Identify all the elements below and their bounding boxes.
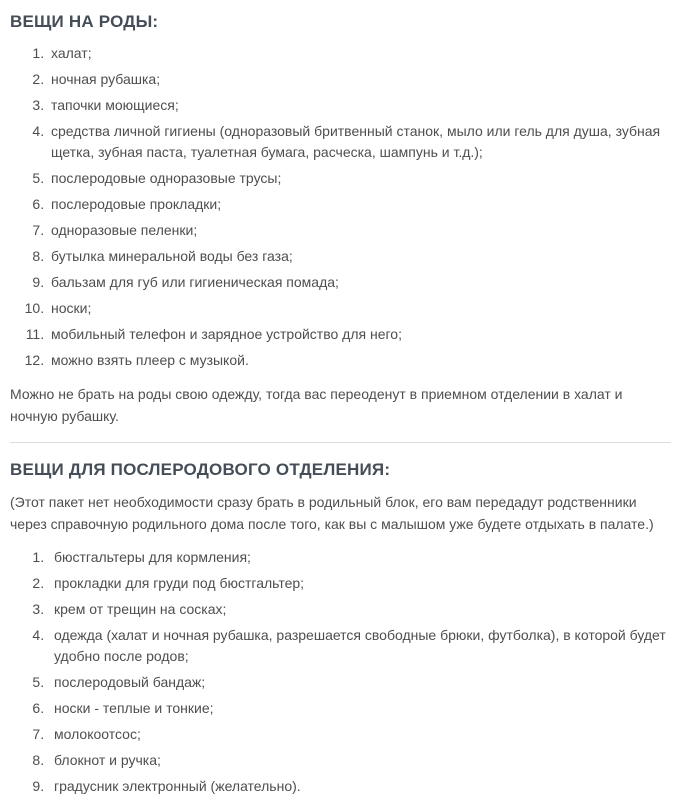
list-item: 8. бутылка минеральной воды без газа; — [48, 246, 671, 267]
list-item: 7. молокоотсос; — [48, 724, 671, 745]
list-item: 8. блокнот и ручка; — [48, 750, 671, 771]
list-item: 4. средства личной гигиены (одноразовый бритвенный станок, мыло или гель для душа, зубная щетка, зубная паста, туалетная бумага, расческа, шампунь и т.д.); — [48, 121, 671, 163]
list-item: 6. носки - теплые и тонкие; — [48, 698, 671, 719]
postpartum-items-list — [10, 547, 671, 797]
section-divider — [10, 442, 671, 443]
list-item: 3. крем от трещин на сосках; — [48, 599, 671, 620]
list-item: 10. носки; — [48, 298, 671, 319]
list-item: 1. халат; — [48, 43, 671, 64]
postpartum-intro-paragraph: (Этот пакет нет необходимости сразу брать в родильный блок, его вам передадут родственники через справочную родильного дома после того, как вы с малышом уже будете отдыхать в палате.) — [10, 494, 654, 532]
list-item: 1. бюстгальтеры для кормления; — [48, 547, 671, 568]
list-item: 11. мобильный телефон и зарядное устройство для него; — [48, 324, 671, 345]
list-item: 6. послеродовые прокладки; — [48, 194, 671, 215]
list-item: 9. градусник электронный (желательно). — [48, 776, 671, 797]
section-postpartum-items — [10, 460, 671, 797]
list-item: 4. одежда (халат и ночная рубашка, разрешается свободные брюки, футболка), в которой будет удобно после родов; — [48, 625, 671, 667]
section-postpartum-title: ВЕЩИ ДЛЯ ПОСЛЕРОДОВОГО ОТДЕЛЕНИЯ: — [10, 460, 391, 479]
labor-items-list — [10, 43, 671, 371]
labor-note-paragraph: Можно не брать на роды свою одежду, тогда вас переоденут в приемном отделении в халат и ночную рубашку. — [10, 386, 623, 424]
section-labor-items — [10, 12, 671, 427]
list-item: 5. послеродовый бандаж; — [48, 672, 671, 693]
list-item: 9. бальзам для губ или гигиеническая помада; — [48, 272, 671, 293]
list-item: 3. тапочки моющиеся; — [48, 95, 671, 116]
section-labor-title: ВЕЩИ НА РОДЫ: — [10, 12, 159, 31]
list-item: 7. одноразовые пеленки; — [48, 220, 671, 241]
list-item: 5. послеродовые одноразовые трусы; — [48, 168, 671, 189]
list-item: 12. можно взять плеер с музыкой. — [48, 350, 671, 371]
list-item: 2. ночная рубашка; — [48, 69, 671, 90]
list-item: 2. прокладки для груди под бюстгальтер; — [48, 573, 671, 594]
